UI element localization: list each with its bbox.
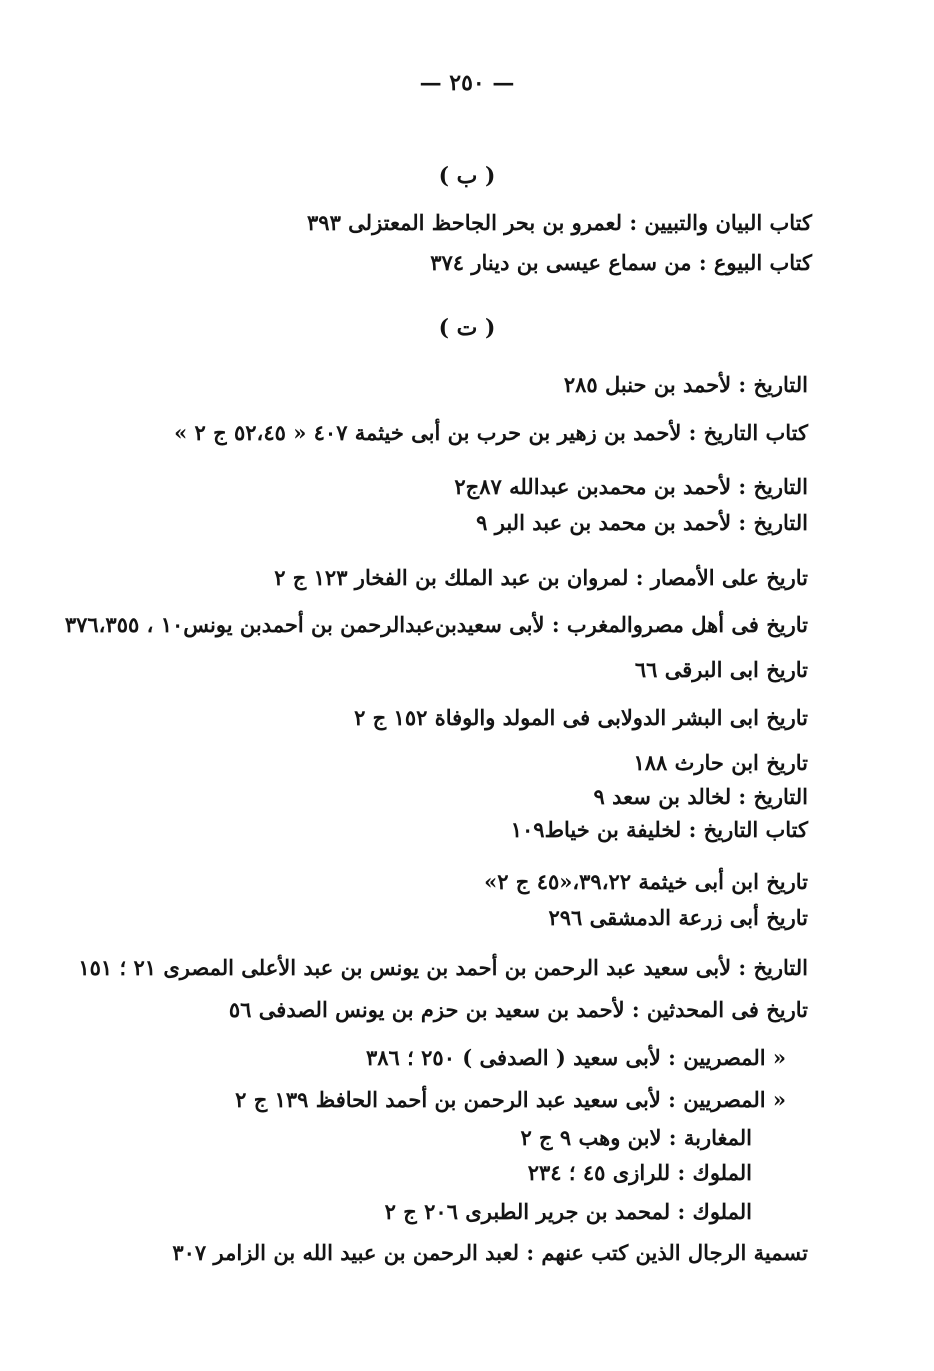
index-entry: كتاب البيان والتبيين : لعمرو بن بحر الجاحظ المعتزلى ٣٩٣ (307, 210, 812, 235)
index-entry: تاريخ ابن حارث ١٨٨ (633, 750, 808, 775)
index-subentry: الملوك : لمحمد بن جرير الطبرى ٢٠٦ ج ٢ (384, 1199, 752, 1224)
index-entry: التاريخ : لأحمد بن حنبل ٢٨٥ (563, 372, 808, 397)
index-subentry: « المصريين : لأبى سعيد عبد الرحمن بن أحمد الحافظ ١٣٩ ج ٢ (235, 1087, 786, 1112)
index-entry: تاريخ أبى زرعة الدمشقى ٢٩٦ (548, 905, 808, 930)
page-number: — ٢٥٠ — (419, 70, 515, 96)
index-entry: كتاب التاريخ : لأحمد بن زهير بن حرب بن أبى خيثمة ٤٠٧ « ٥٢،٤٥ ج ٢ » (174, 420, 808, 445)
index-entry: تاريخ فى المحدثين : لأحمد بن سعيد بن حزم بن يونس الصدفى ٥٦ (228, 997, 808, 1022)
index-entry: تاريخ فى أهل مصروالمغرب : لأبى سعيدبن‌عبدالرحمن بن أحمدبن يونس١٠ ، ٣٧٦،٣٥٥ (64, 612, 808, 637)
index-entry: التاريخ : لأبى سعيد عبد الرحمن بن أحمد بن يونس بن عبد الأعلى المصرى ٢١ ؛ ١٥١ (78, 955, 808, 980)
index-entry: التاريخ : لأحمد بن محمد بن عبد البر ٩ (476, 510, 808, 535)
index-entry: تسمية الرجال الذين كتب عنهم : لعبد الرحمن بن عبيد الله بن الزامر ٣٠٧ (172, 1240, 808, 1265)
index-subentry: الملوك : للرازى ٤٥ ؛ ٢٣٤ (527, 1160, 752, 1185)
section-heading-ba: ( ب ) (438, 163, 496, 189)
index-entry: كتاب التاريخ : لخليفة بن خياط١٠٩ (510, 817, 808, 842)
index-entry: كتاب البيوع : من سماع عيسى بن دينار ٣٧٤ (430, 250, 812, 275)
index-entry: تاريخ ابن أبى خيثمة ٣٩،٢٢،«٤٥ ج ٢» (484, 869, 808, 894)
index-entry: تاريخ ابى البرقى ٦٦ (634, 657, 808, 682)
section-heading-ta: ( ت ) (438, 315, 496, 341)
index-subentry: « المصريين : لأبى سعيد ( الصدفى ) ٢٥٠ ؛ ٣٨٦ (366, 1045, 786, 1070)
index-entry: تاريخ ابى البشر الدولابى فى المولد والوفاة ١٥٢ ج ٢ (354, 705, 808, 730)
index-entry: التاريخ : لأحمد بن محمدبن عبدالله ٨٧ج٢ (454, 474, 808, 499)
index-entry: التاريخ : لخالد بن سعد ٩ (593, 784, 808, 809)
index-subentry: المغاربة : لابن وهب ٩ ج ٢ (520, 1125, 752, 1150)
index-entry: تاريخ على الأمصار : لمروان بن عبد الملك بن الفخار ١٢٣ ج ٢ (274, 565, 808, 590)
